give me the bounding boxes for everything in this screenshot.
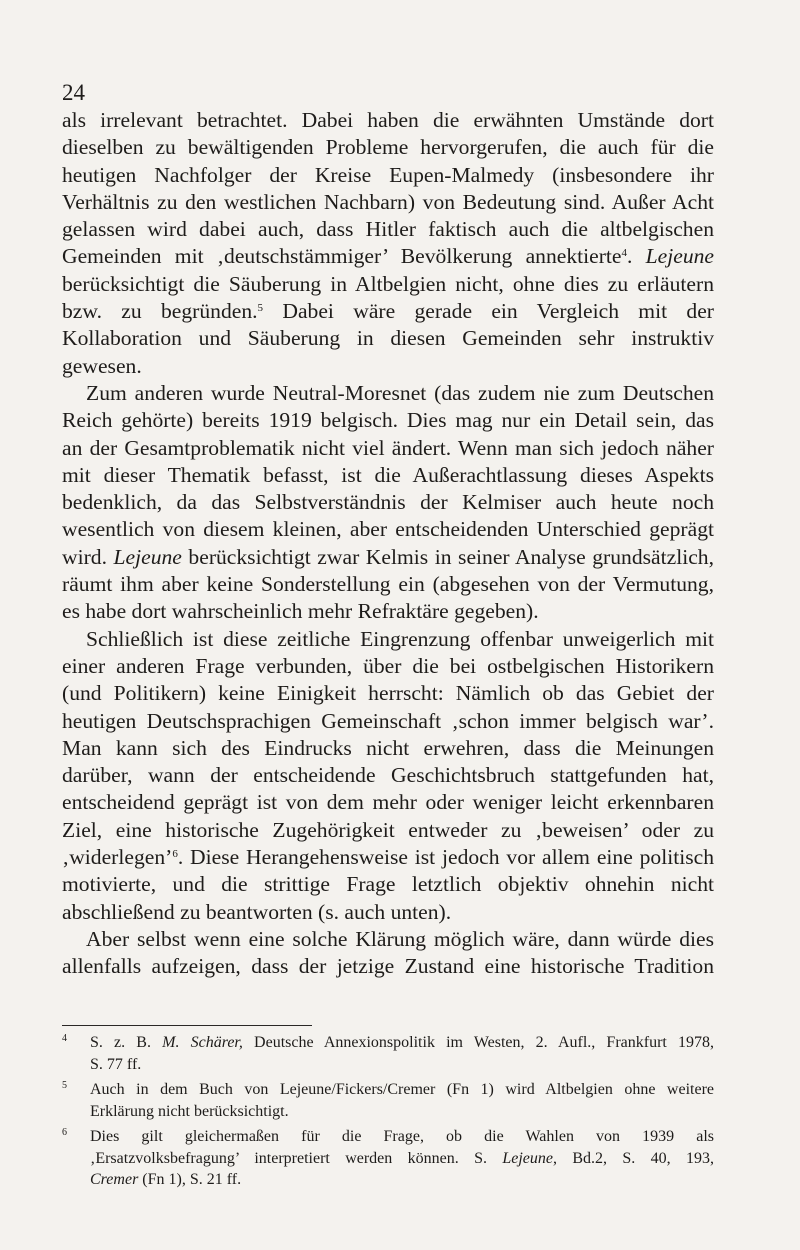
italic-name: Lejeune xyxy=(502,1149,554,1167)
footnotes xyxy=(62,1032,714,1195)
footnote-marker: 4 xyxy=(62,1033,67,1044)
text-line: wesentlich von diesem kleinen, aber entscheidenden Unterschied geprägt xyxy=(62,517,714,542)
text-line: an der Gesamtproblematik nicht viel ändert. Wenn man sich jedoch näher xyxy=(62,435,714,460)
footnote-marker: 6 xyxy=(62,1127,67,1138)
italic-name: Lejeune xyxy=(645,244,715,269)
text-line: Zum anderen wurde Neutral-Moresnet (das zudem nie zum Deutschen xyxy=(86,380,714,405)
paragraph xyxy=(62,626,714,926)
footnote-marker: 5 xyxy=(62,1080,67,1091)
footnote-line: Cremer (Fn 1), S. 21 ff. xyxy=(90,1171,242,1188)
text-line: gelassen wird dabei auch, dass Hitler faktisch auch die altbelgischen xyxy=(62,217,714,242)
text-line: allenfalls aufzeigen, dass der jetzige Zustand eine historische Tradition xyxy=(62,954,714,979)
footnote-ref: 4 xyxy=(621,247,627,260)
body-text xyxy=(62,107,714,981)
text-line: (und Politikern) keine Einigkeit herrscht: Nämlich ob das Gebiet der xyxy=(62,681,714,706)
text-line: Ziel, eine historische Zugehörigkeit entweder zu ‚beweisen’ oder zu xyxy=(62,817,714,842)
text-line: es habe dort wahrscheinlich mehr Refraktäre gegeben). xyxy=(62,599,539,624)
footnote-line: Dies gilt gleichermaßen für die Frage, ob die Wahlen von 1939 als xyxy=(90,1128,714,1145)
text-line: gewesen. xyxy=(62,353,142,378)
paragraph xyxy=(62,380,714,626)
text-line: berücksichtigt die Säuberung in Altbelgien nicht, ohne dies zu erläutern xyxy=(62,271,714,296)
footnote-line: Auch in dem Buch von Lejeune/Fickers/Cremer (Fn 1) wird Altbelgien ohne weitere xyxy=(90,1081,714,1098)
italic-name: Cremer xyxy=(90,1171,139,1188)
text-line: Reich gehörte) bereits 1919 belgisch. Dies mag nur ein Detail sein, das xyxy=(62,408,714,433)
text-line: heutigen Nachfolger der Kreise Eupen-Malmedy (insbesondere ihr xyxy=(62,162,714,187)
footnote xyxy=(62,1079,714,1122)
page-number: 24 xyxy=(62,80,85,105)
footnote-separator xyxy=(62,1025,312,1026)
text-line: Aber selbst wenn eine solche Klärung möglich wäre, dann würde dies xyxy=(86,926,714,951)
text-line: wird. Lejeune berücksichtigt zwar Kelmis in seiner Analyse grundsätzlich, xyxy=(62,544,714,569)
footnote-ref: 6 xyxy=(172,848,178,861)
paragraph xyxy=(62,926,714,981)
text-line: ‚widerlegen’$^6$. Diese Herangehensweise ist jedoch vor allem eine politisch xyxy=(62,845,714,870)
text-line: mit dieser Thematik befasst, ist die Außerachtlassung dieses Aspekts xyxy=(62,462,714,487)
text-line: Kollaboration und Säuberung in diesen Gemeinden sehr instruktiv xyxy=(62,326,714,351)
text-line: entscheidend geprägt ist von dem mehr oder weniger leicht erkennbaren xyxy=(62,790,714,815)
text-line: dieselben zu bewältigenden Probleme hervorgerufen, die auch für die xyxy=(62,135,714,160)
italic-name: M. Schärer, xyxy=(162,1034,243,1051)
text-line: einer anderen Frage verbunden, über die bei ostbelgischen Historikern xyxy=(62,653,714,678)
text-line: als irrelevant betrachtet. Dabei haben die erwähnten Umstände dort xyxy=(62,108,714,132)
footnote xyxy=(62,1126,714,1191)
text-line: Man kann sich des Eindrucks nicht erwehren, dass die Meinungen xyxy=(62,735,714,760)
text-line: Gemeinden mit ‚deutschstämmiger’ Bevölkerung annektierte$^4$. Lejeune xyxy=(62,244,715,269)
footnote-ref: 5 xyxy=(257,302,264,315)
text-line: heutigen Deutschsprachigen Gemeinschaft ‚schon immer belgisch war’. xyxy=(62,708,714,733)
paragraph xyxy=(62,107,714,380)
text-line: motivierte, und die strittige Frage letztlich objektiv ohnehin nicht xyxy=(62,872,714,897)
text-line: bzw. zu begründen.$^5$ Dabei wäre gerade ein Vergleich mit der xyxy=(62,299,714,324)
text-line: darüber, wann der entscheidende Geschichtsbruch stattgefunden hat, xyxy=(62,763,714,788)
text-line: Verhältnis zu den westlichen Nachbarn) von Bedeutung sind. Außer Acht xyxy=(62,189,714,214)
text-line: bedenklich, da das Selbstverständnis der Kelmiser auch heute noch xyxy=(62,490,714,515)
footnote-line: S. z. B. M. Schärer, Deutsche Annexionspolitik im Westen, 2. Aufl., Frankfurt 1978, xyxy=(90,1034,714,1051)
footnote-line: Erklärung nicht berücksichtigt. xyxy=(90,1102,289,1120)
text-line: Schließlich ist diese zeitliche Eingrenzung offenbar unweigerlich mit xyxy=(86,626,714,651)
footnote xyxy=(62,1032,714,1075)
text-line: abschließend zu beantworten (s. auch unten). xyxy=(62,899,452,924)
text-line: räumt ihm aber keine Sonderstellung ein (abgesehen von der Vermutung, xyxy=(62,572,714,597)
footnote-line: S. 77 ff. xyxy=(90,1055,142,1073)
footnote-line: ‚Ersatzvolksbefragung’ interpretiert werden können. S. Lejeune, Bd.2, S. 40, 193, xyxy=(90,1149,715,1167)
italic-name: Lejeune xyxy=(113,544,182,569)
